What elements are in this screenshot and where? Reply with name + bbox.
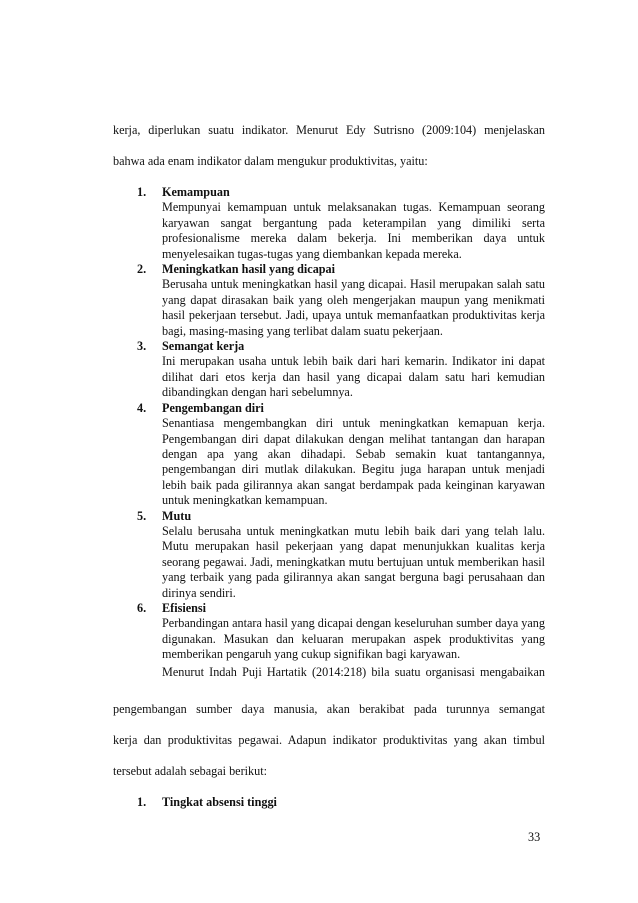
item-number: 6. (137, 600, 147, 615)
para2-line-4: tersebut adalah sebagai berikut: (113, 764, 267, 778)
list-item (113, 401, 545, 509)
list-item (113, 339, 545, 401)
item-number: 1. (137, 795, 147, 809)
item-description: Mempunyai kemampuan untuk melaksanakan tugas. Kemampuan seorang karyawan sangat bergantung pada keterampilan yang dimiliki serta profesionalisme mereka dalam bekerja. Ini memberikan daya untuk menyelesaikan tugas-tugas yang diembankan kepada mereka. (162, 200, 545, 261)
item-number: 3. (137, 339, 147, 354)
item-number: 4. (137, 400, 147, 415)
item-title: Meningkatkan hasil yang dicapai (162, 262, 336, 277)
list-item (113, 185, 545, 262)
item-description: Perbandingan antara hasil yang dicapai dengan keseluruhan sumber daya yang digunakan. Masukan dan keluaran merupakan aspek produktivitas yang memberikan pengaruh yang cukup signifikan bagi karyawan. (162, 616, 545, 662)
list-item (113, 601, 545, 663)
item-number: 2. (137, 262, 147, 277)
item-description: Selalu berusaha untuk meningkatkan mutu lebih baik dari yang telah lalu. Mutu merupakan hasil pekerjaan yang dapat menunjukkan kualitas kerja seorang pegawai. Jadi, meningkatkan mutu bertujuan untuk memberikan hasil yang terbaik yang pada gilirannya akan sangat berguna bagi perusahaan dan dirinya sendiri. (162, 523, 545, 600)
item-title: Kemampuan (162, 185, 230, 199)
intro-line-1: kerja, diperlukan suatu indikator. Menurut Edy Sutrisno (2009:104) menjelaskan (113, 123, 545, 137)
item-title: Semangat kerja (162, 339, 245, 354)
item-description: Ini merupakan usaha untuk lebih baik dari hari kemarin. Indikator ini dapat dilihat dari etos kerja dan hasil yang dicapai dalam satu hari kemudian dibandingkan dengan hari sebelumnya. (162, 354, 545, 400)
item-title: Tingkat absensi tinggi (162, 795, 277, 809)
para2-line-3: kerja dan produktivitas pegawai. Adapun indikator produktivitas yang akan timbul (113, 733, 545, 747)
list-item (113, 795, 594, 810)
para2-line-1: Menurut Indah Puji Hartatik (2014:218) bila suatu organisasi mengabaikan (162, 665, 545, 679)
item-description: Berusaha untuk meningkatkan hasil yang dicapai. Hasil merupakan salah satu yang dapat dirasakan baik yang oleh mengerjakan maupun yang menikmati hasil pekerjaan tersebut. Jadi, upaya untuk memanfaatkan produktivitas kerja bagi, masing-masing yang terlibat dalam suatu pekerjaan. (162, 277, 545, 338)
item-description: Senantiasa mengembangkan diri untuk meningkatkan kemapuan kerja. Pengembangan diri dapat dilakukan dengan melihat tantangan dan harapan dengan apa yang akan dihadapi. Sebab semakin kuat tantangannya, pengembangan diri mutlak dilakukan. Begitu juga harapan untuk menjadi lebih baik pada gilirannya akan sangat berdampak pada keinginan karyawan untuk meningkatkan kemampuan. (162, 416, 545, 508)
para2-line-2: pengembangan sumber daya manusia, akan berakibat pada turunnya semangat (113, 702, 545, 716)
item-number: 5. (137, 508, 147, 523)
item-number: 1. (137, 185, 147, 199)
intro-line-2: bahwa ada enam indikator dalam mengukur produktivitas, yaitu: (113, 154, 428, 168)
item-title: Efisiensi (162, 600, 207, 615)
item-title: Mutu (162, 508, 192, 523)
item-title: Pengembangan diri (162, 400, 264, 415)
list-item (113, 262, 545, 339)
indicator-list (113, 185, 545, 663)
list-item (113, 509, 545, 601)
page-number: 33 (528, 830, 541, 844)
